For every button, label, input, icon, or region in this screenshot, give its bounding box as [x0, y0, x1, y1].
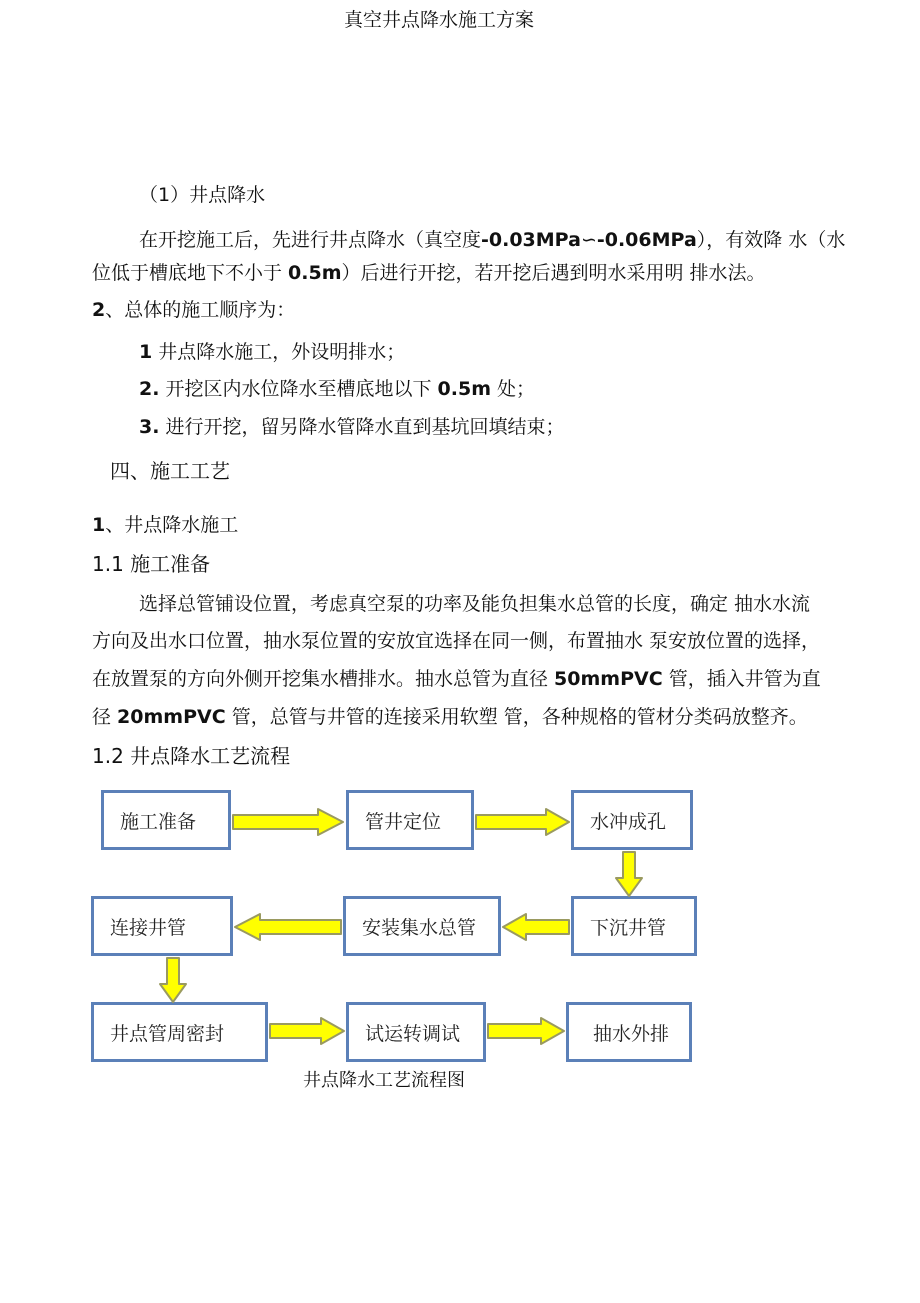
text-run: 在放置泵的方向外侧开挖集水槽排水。抽水总管为直径 — [92, 668, 555, 690]
flow-step-label: 抽水外排 — [593, 1022, 670, 1045]
text-run: ），有效降 水（水 — [696, 229, 846, 251]
flow-step-label: 施工准备 — [120, 810, 197, 833]
list-text: 开挖区内水位降水至槽底地以下 — [159, 378, 438, 400]
heading-text: 、总体的施工顺序为： — [105, 299, 296, 321]
pipe-size: 50mmPVC — [554, 668, 663, 690]
vacuum-max: -0.06MPa — [596, 229, 697, 251]
arrow-down-icon — [616, 852, 642, 896]
arrow-right-icon — [270, 1018, 344, 1044]
paragraph-line — [139, 228, 845, 252]
flow-step-water-jet-drilling — [571, 790, 693, 850]
list-item — [139, 340, 405, 364]
paragraph-line — [92, 705, 808, 729]
flow-step-trial-run — [346, 1002, 486, 1062]
arrow-right-icon — [488, 1018, 564, 1044]
flow-step-label: 水冲成孔 — [590, 810, 667, 833]
flow-step-label: 下沉井管 — [590, 916, 667, 939]
paragraph-line: 选择总管铺设位置，考虑真空泵的功率及能负担集水总管的长度，确定 抽水水流 — [139, 593, 811, 615]
flow-step-label: 管井定位 — [365, 810, 442, 833]
flow-step-install-collector-pipe — [343, 896, 501, 956]
flow-step-pump-discharge — [566, 1002, 692, 1062]
list-text: 进行开挖，留另降水管降水直到基坑回填结束； — [159, 416, 565, 438]
section-heading-sequence — [92, 298, 295, 322]
list-text: 井点降水施工，外设明排水； — [152, 341, 406, 363]
flow-step-sink-well-pipe — [571, 896, 697, 956]
flow-step-label: 试运转调试 — [365, 1022, 461, 1045]
flow-step-seal-well-point — [91, 1002, 268, 1062]
flow-step-label: 连接井管 — [110, 916, 187, 939]
list-number: 1 — [139, 341, 153, 363]
subsection-heading: 1.2 井点降水工艺流程 — [92, 744, 291, 768]
list-number: 2. — [139, 378, 160, 400]
heading-number: 1 — [92, 514, 106, 536]
arrow-left-icon — [503, 914, 569, 940]
flow-step-label: 安装集水总管 — [362, 916, 477, 939]
page-header-title: 真空井点降水施工方案 — [344, 9, 535, 31]
heading-number: 2 — [92, 299, 106, 321]
arrow-right-icon — [476, 809, 569, 835]
text-run: 位低于槽底地下不小于 — [92, 262, 289, 284]
chapter-heading: 四、施工工艺 — [110, 459, 230, 483]
text-run: 径 — [92, 706, 118, 728]
text-run: 在开挖施工后，先进行井点降水（真空度 — [139, 229, 482, 251]
list-item — [139, 415, 565, 439]
section-heading-text: （1）井点降水 — [139, 184, 266, 206]
arrow-right-icon — [233, 809, 343, 835]
arrow-left-icon — [235, 914, 341, 940]
subsection-heading — [92, 513, 238, 537]
depth-value: 0.5m — [288, 262, 342, 284]
paragraph-line — [92, 667, 821, 691]
flowchart-caption: 井点降水工艺流程图 — [303, 1070, 465, 1091]
heading-text: 、井点降水施工 — [105, 514, 239, 536]
text-run: ∽ — [580, 229, 597, 251]
text-run: ）后进行开挖，若开挖后遇到明水采用明 排水法。 — [341, 262, 766, 284]
list-text: 处； — [491, 378, 536, 400]
text-run: 管，总管与井管的连接采用软塑 管，各种规格的管材分类码放整齐。 — [225, 706, 808, 728]
vacuum-min: -0.03MPa — [481, 229, 581, 251]
flow-step-connect-well-pipe — [91, 896, 233, 956]
arrow-down-icon — [160, 958, 186, 1002]
text-run: 管，插入井管为直 — [662, 668, 821, 690]
list-number: 3. — [139, 416, 160, 438]
subsection-heading: 1.1 施工准备 — [92, 552, 211, 576]
flow-step-label: 井点管周密封 — [110, 1022, 225, 1045]
pipe-size: 20mmPVC — [117, 706, 226, 728]
list-item — [139, 377, 535, 401]
flow-step-construction-prep — [101, 790, 231, 850]
flow-step-well-positioning — [346, 790, 474, 850]
section-heading-well-point — [139, 183, 265, 207]
depth-value: 0.5m — [437, 378, 492, 400]
paragraph-line: 方向及出水口位置，抽水泵位置的安放宜选择在同一侧，布置抽水 泵安放位置的选择， — [92, 630, 821, 652]
paragraph-line — [92, 261, 766, 285]
